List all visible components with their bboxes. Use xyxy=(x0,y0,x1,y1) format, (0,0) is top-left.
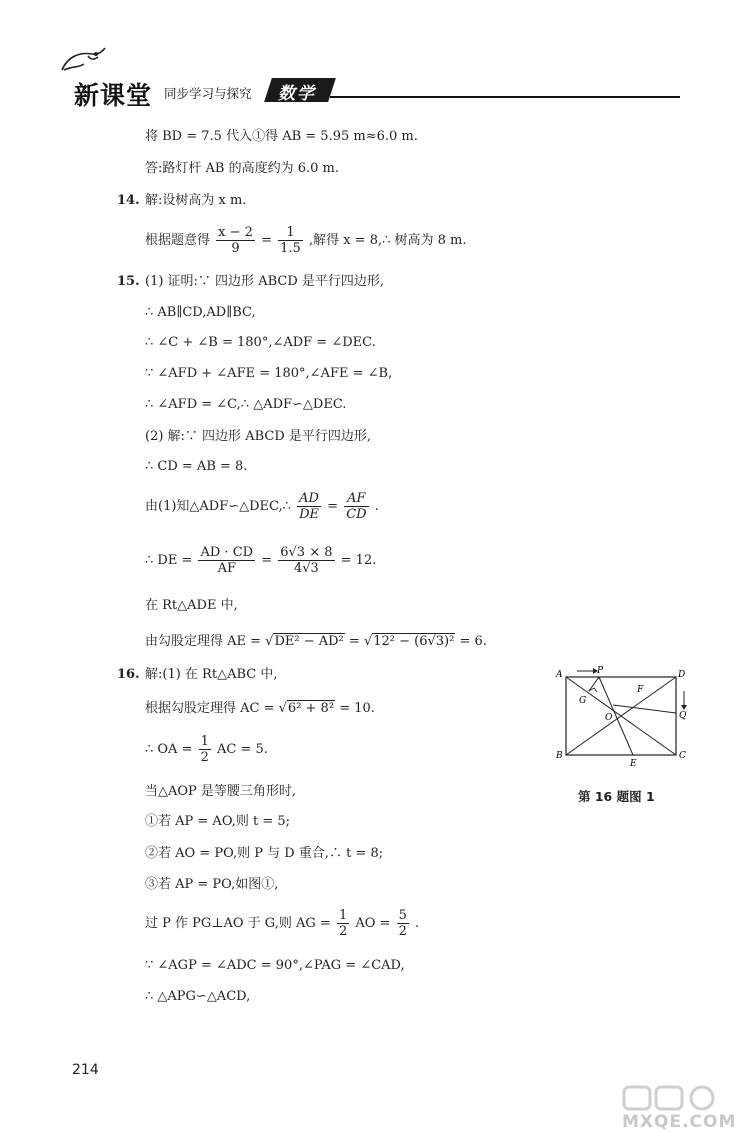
text-segment: = 6. xyxy=(459,634,487,649)
text-segment: = 10. xyxy=(339,701,375,716)
problem-number: 16. xyxy=(117,667,140,682)
fraction xyxy=(344,491,368,522)
text-segment: AC = 5. xyxy=(217,742,268,757)
watermark-text: MXQE.COM xyxy=(622,1112,737,1132)
text-segment: 根据题意得 xyxy=(145,233,211,248)
fraction-numerator: x − 2 xyxy=(218,225,253,240)
brand-subtitle: 同步学习与探究 xyxy=(164,86,252,101)
page-number: 214 xyxy=(72,1062,99,1078)
header-rule xyxy=(330,96,680,98)
text-segment: = 12. xyxy=(340,553,377,568)
fraction-numerator: AD xyxy=(297,491,321,507)
label-q: Q xyxy=(679,711,687,721)
fraction-denominator: 2 xyxy=(338,924,348,939)
text-line: 当△AOP 是等腰三角形时, xyxy=(145,784,297,799)
label-p: P xyxy=(597,666,604,676)
fraction-denominator: AF xyxy=(217,561,236,576)
radical: 12² − (6√3)² xyxy=(373,634,455,649)
text-line: ②若 AO = PO,则 P 与 D 重合,∴ t = 8; xyxy=(145,846,384,861)
fraction-denominator: 4√3 xyxy=(293,561,319,576)
text-line: ∴ ∠C + ∠B = 180°,∠ADF = ∠DEC. xyxy=(145,335,376,350)
fraction xyxy=(397,908,409,939)
text-line: ∴ CD = AB = 8. xyxy=(145,459,248,474)
fraction xyxy=(297,491,321,522)
text-segment: . xyxy=(374,499,379,514)
label-a: A xyxy=(556,670,563,680)
text-segment: 由勾股定理得 AE = xyxy=(145,634,262,649)
text-segment: . xyxy=(415,916,420,931)
equals-sign: = xyxy=(348,634,360,649)
fraction xyxy=(216,225,255,256)
fraction xyxy=(278,545,334,576)
math-line: 根据勾股定理得 AC = √6² + 8² = 10. xyxy=(145,701,375,716)
fraction xyxy=(199,734,211,765)
math-line: 由勾股定理得 AE = √DE² − AD² = √12² − (6√3)² = 6. xyxy=(145,634,487,649)
text-line: ∴ △APG∽△ACD, xyxy=(145,989,251,1004)
text-line: ∵ ∠AFD + ∠AFE = 180°,∠AFE = ∠B, xyxy=(145,366,393,381)
label-b: B xyxy=(556,751,563,761)
fraction-denominator: DE xyxy=(299,507,319,522)
text-line: (1) 证明:∵ 四边形 ABCD 是平行四边形, xyxy=(145,274,385,289)
problem-number: 14. xyxy=(117,193,140,208)
math-line xyxy=(145,544,376,578)
fraction-denominator: 2 xyxy=(398,924,407,939)
subject-tag: 数学 xyxy=(278,84,316,104)
cat-logo-icon xyxy=(58,46,108,76)
text-line: ∴ ∠AFD = ∠C,∴ △ADF∽△DEC. xyxy=(145,397,347,412)
equals-sign: = xyxy=(261,553,273,568)
text-line: ∵ ∠AGP = ∠ADC = 90°,∠PAG = ∠CAD, xyxy=(145,958,405,973)
text-line: 解:设树高为 x m. xyxy=(145,193,247,208)
geometry-figure xyxy=(553,665,693,770)
text-segment: 根据勾股定理得 AC = xyxy=(145,701,275,716)
figure-caption: 第 16 题图 1 xyxy=(578,789,655,804)
label-d: D xyxy=(678,670,686,680)
radical: DE² − AD² xyxy=(274,634,344,649)
text-line: (2) 解:∵ 四边形 ABCD 是平行四边形, xyxy=(145,429,372,444)
fraction-denominator: 1.5 xyxy=(280,241,301,256)
fraction-numerator: 1 xyxy=(200,734,209,749)
math-line xyxy=(145,490,379,524)
text-segment: ∴ DE = xyxy=(145,553,193,568)
text-segment: 由(1)知△ADF∽△DEC,∴ xyxy=(145,499,291,514)
fraction-numerator: 6√3 × 8 xyxy=(280,545,333,560)
math-line xyxy=(145,733,268,767)
text-line: ①若 AP = AO,则 t = 5; xyxy=(145,814,291,829)
equals-sign: = xyxy=(327,499,339,514)
text-line: 答:路灯杆 AB 的高度约为 6.0 m. xyxy=(145,161,339,176)
text-line: ③若 AP = PO,如图①, xyxy=(145,877,279,892)
text-segment: ∴ OA = xyxy=(145,742,193,757)
problem-number: 15. xyxy=(117,274,140,289)
arrow-head-icon xyxy=(681,705,687,710)
math-line xyxy=(145,224,467,258)
fraction-denominator: 2 xyxy=(200,750,209,765)
math-line xyxy=(145,907,419,941)
segment-oq xyxy=(613,705,676,713)
equals-sign: = xyxy=(261,233,272,248)
fraction-numerator: AF xyxy=(344,491,368,507)
brand-title: 新课堂 xyxy=(74,81,153,110)
fraction-numerator: 5 xyxy=(398,908,407,923)
fraction-numerator: AD · CD xyxy=(200,545,254,560)
label-c: C xyxy=(679,751,686,761)
label-f: F xyxy=(637,685,644,695)
label-g: G xyxy=(579,696,587,706)
fraction-denominator: 9 xyxy=(231,241,240,256)
text-line: 在 Rt△ADE 中, xyxy=(145,598,238,613)
label-o: O xyxy=(605,713,613,723)
page-header xyxy=(0,0,750,110)
fraction-denominator: CD xyxy=(346,507,367,522)
text-segment: ,解得 x = 8,∴ 树高为 8 m. xyxy=(308,233,467,248)
fraction xyxy=(278,225,303,256)
text-line: ∴ AB∥CD,AD∥BC, xyxy=(145,305,256,320)
fraction xyxy=(198,545,255,576)
text-line: 将 BD = 7.5 代入①得 AB = 5.95 m≈6.0 m. xyxy=(145,129,418,144)
text-segment: 过 P 作 PG⊥AO 于 G,则 AG = xyxy=(145,916,331,931)
text-segment: AO = xyxy=(355,916,391,931)
radical: 6² + 8² xyxy=(287,701,335,716)
fraction-numerator: 1 xyxy=(278,225,303,241)
segment-pg xyxy=(589,677,599,691)
text-line: 解:(1) 在 Rt△ABC 中, xyxy=(145,667,278,682)
label-e: E xyxy=(630,759,637,769)
fraction xyxy=(337,908,349,939)
fraction-numerator: 1 xyxy=(338,908,348,923)
